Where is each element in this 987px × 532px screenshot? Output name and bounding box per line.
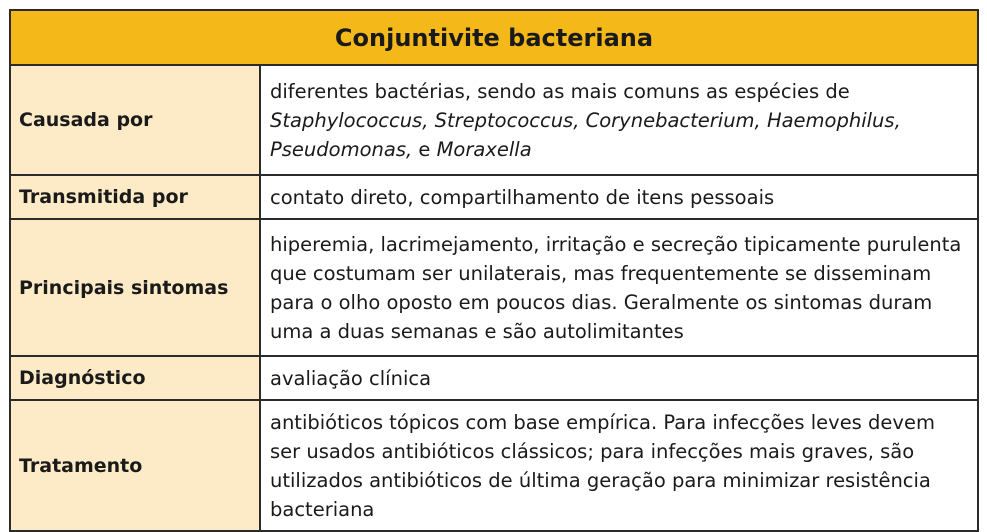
- table-row: [11, 357, 977, 401]
- row-value: [261, 401, 977, 530]
- value-italic-text: Staphylococcus, Streptococcus, Corynebacterium, Haemophilus, Pseudomonas,: [270, 108, 901, 161]
- row-label: Causada por: [11, 66, 261, 174]
- value-text: contato direto, compartilhamento de itens pessoais: [270, 185, 775, 209]
- row-value: [261, 357, 977, 399]
- table-row: [11, 176, 977, 220]
- row-label: Diagnóstico: [11, 357, 261, 399]
- row-label: Transmitida por: [11, 176, 261, 218]
- value-text: avaliação clínica: [270, 366, 432, 390]
- value-text: hiperemia, lacrimejamento, irritação e secreção tipicamente purulenta que costumam ser unilaterais, mas frequentemente se disseminam para o olho oposto em poucos dias. Geralmente os sintomas duram uma a duas semanas e são autolimitantes: [270, 232, 962, 343]
- row-value: [261, 176, 977, 218]
- table-row: [11, 66, 977, 176]
- value-italic-text: Moraxella: [436, 137, 532, 161]
- table-row: [11, 401, 977, 530]
- row-label: Principais sintomas: [11, 220, 261, 355]
- table-title: Conjuntivite bacteriana: [11, 11, 977, 66]
- value-text: e: [412, 137, 437, 161]
- value-text: diferentes bactérias, sendo as mais comuns as espécies de: [270, 79, 850, 103]
- value-text: antibióticos tópicos com base empírica. Para infecções leves devem ser usados antibióticos clássicos; para infecções mais graves, são utilizados antibióticos de última geração para minimizar resistência bacteriana: [270, 410, 935, 521]
- info-table: [9, 9, 979, 532]
- table-row: [11, 220, 977, 357]
- row-value: [261, 66, 977, 174]
- row-value: [261, 220, 977, 355]
- row-label: Tratamento: [11, 401, 261, 530]
